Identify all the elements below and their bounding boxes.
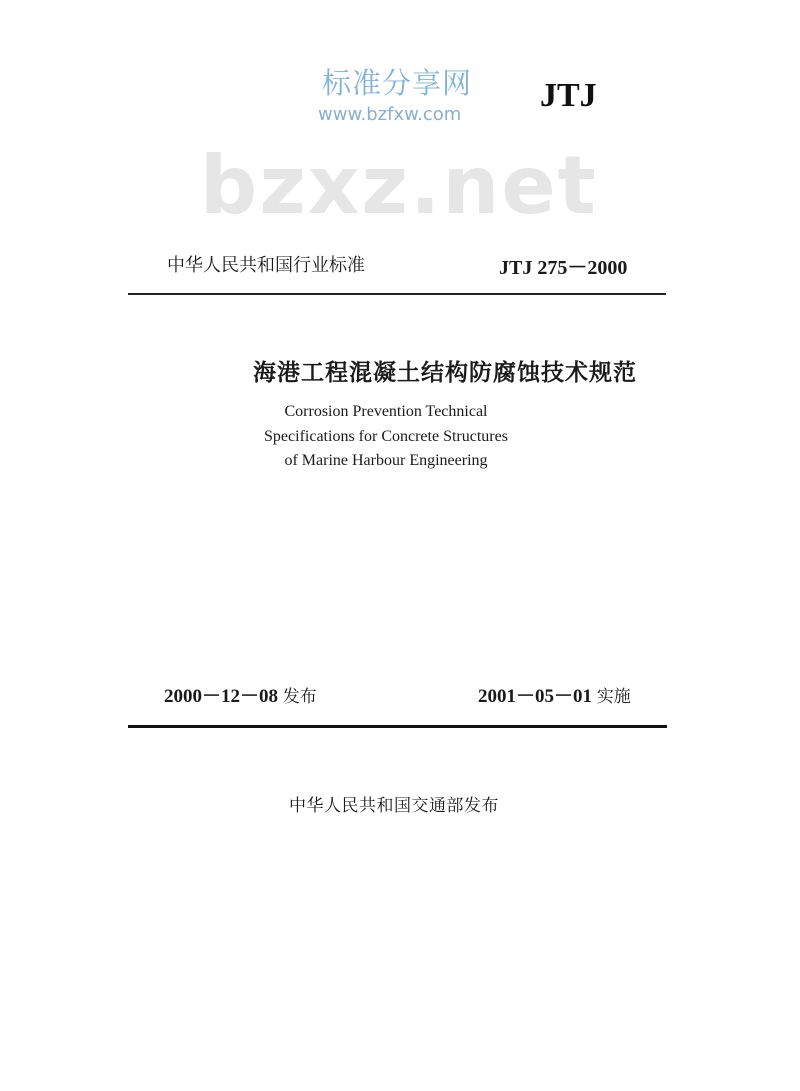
effective-date xyxy=(478,681,631,708)
issued-date xyxy=(164,681,317,708)
bottom-divider xyxy=(128,725,667,728)
title-chinese: 海港工程混凝土结构防腐蚀技术规范 xyxy=(253,360,637,386)
standard-category: 中华人民共和国行业标准 xyxy=(167,255,365,276)
issued-label: 发布 xyxy=(282,687,317,707)
watermark-logo-cn: 标准分享网 xyxy=(322,66,473,100)
jtj-mark: JTJ xyxy=(540,77,597,114)
effective-label: 实施 xyxy=(596,687,631,707)
title-english-line: of Marine Harbour Engineering xyxy=(284,452,488,469)
watermark-text: bzxz.net xyxy=(200,139,598,232)
effective-date-value: 2001－05－01 xyxy=(478,686,593,707)
publisher: 中华人民共和国交通部发布 xyxy=(289,796,499,816)
watermark-logo-url: www.bzfxw.com xyxy=(318,104,462,125)
title-english-line: Specifications for Concrete Structures xyxy=(264,428,508,445)
issued-date-value: 2000－12－08 xyxy=(164,686,279,707)
top-divider xyxy=(128,293,666,295)
title-english-line: Corrosion Prevention Technical xyxy=(284,403,488,420)
standard-number: JTJ 275－2000 xyxy=(499,257,628,279)
